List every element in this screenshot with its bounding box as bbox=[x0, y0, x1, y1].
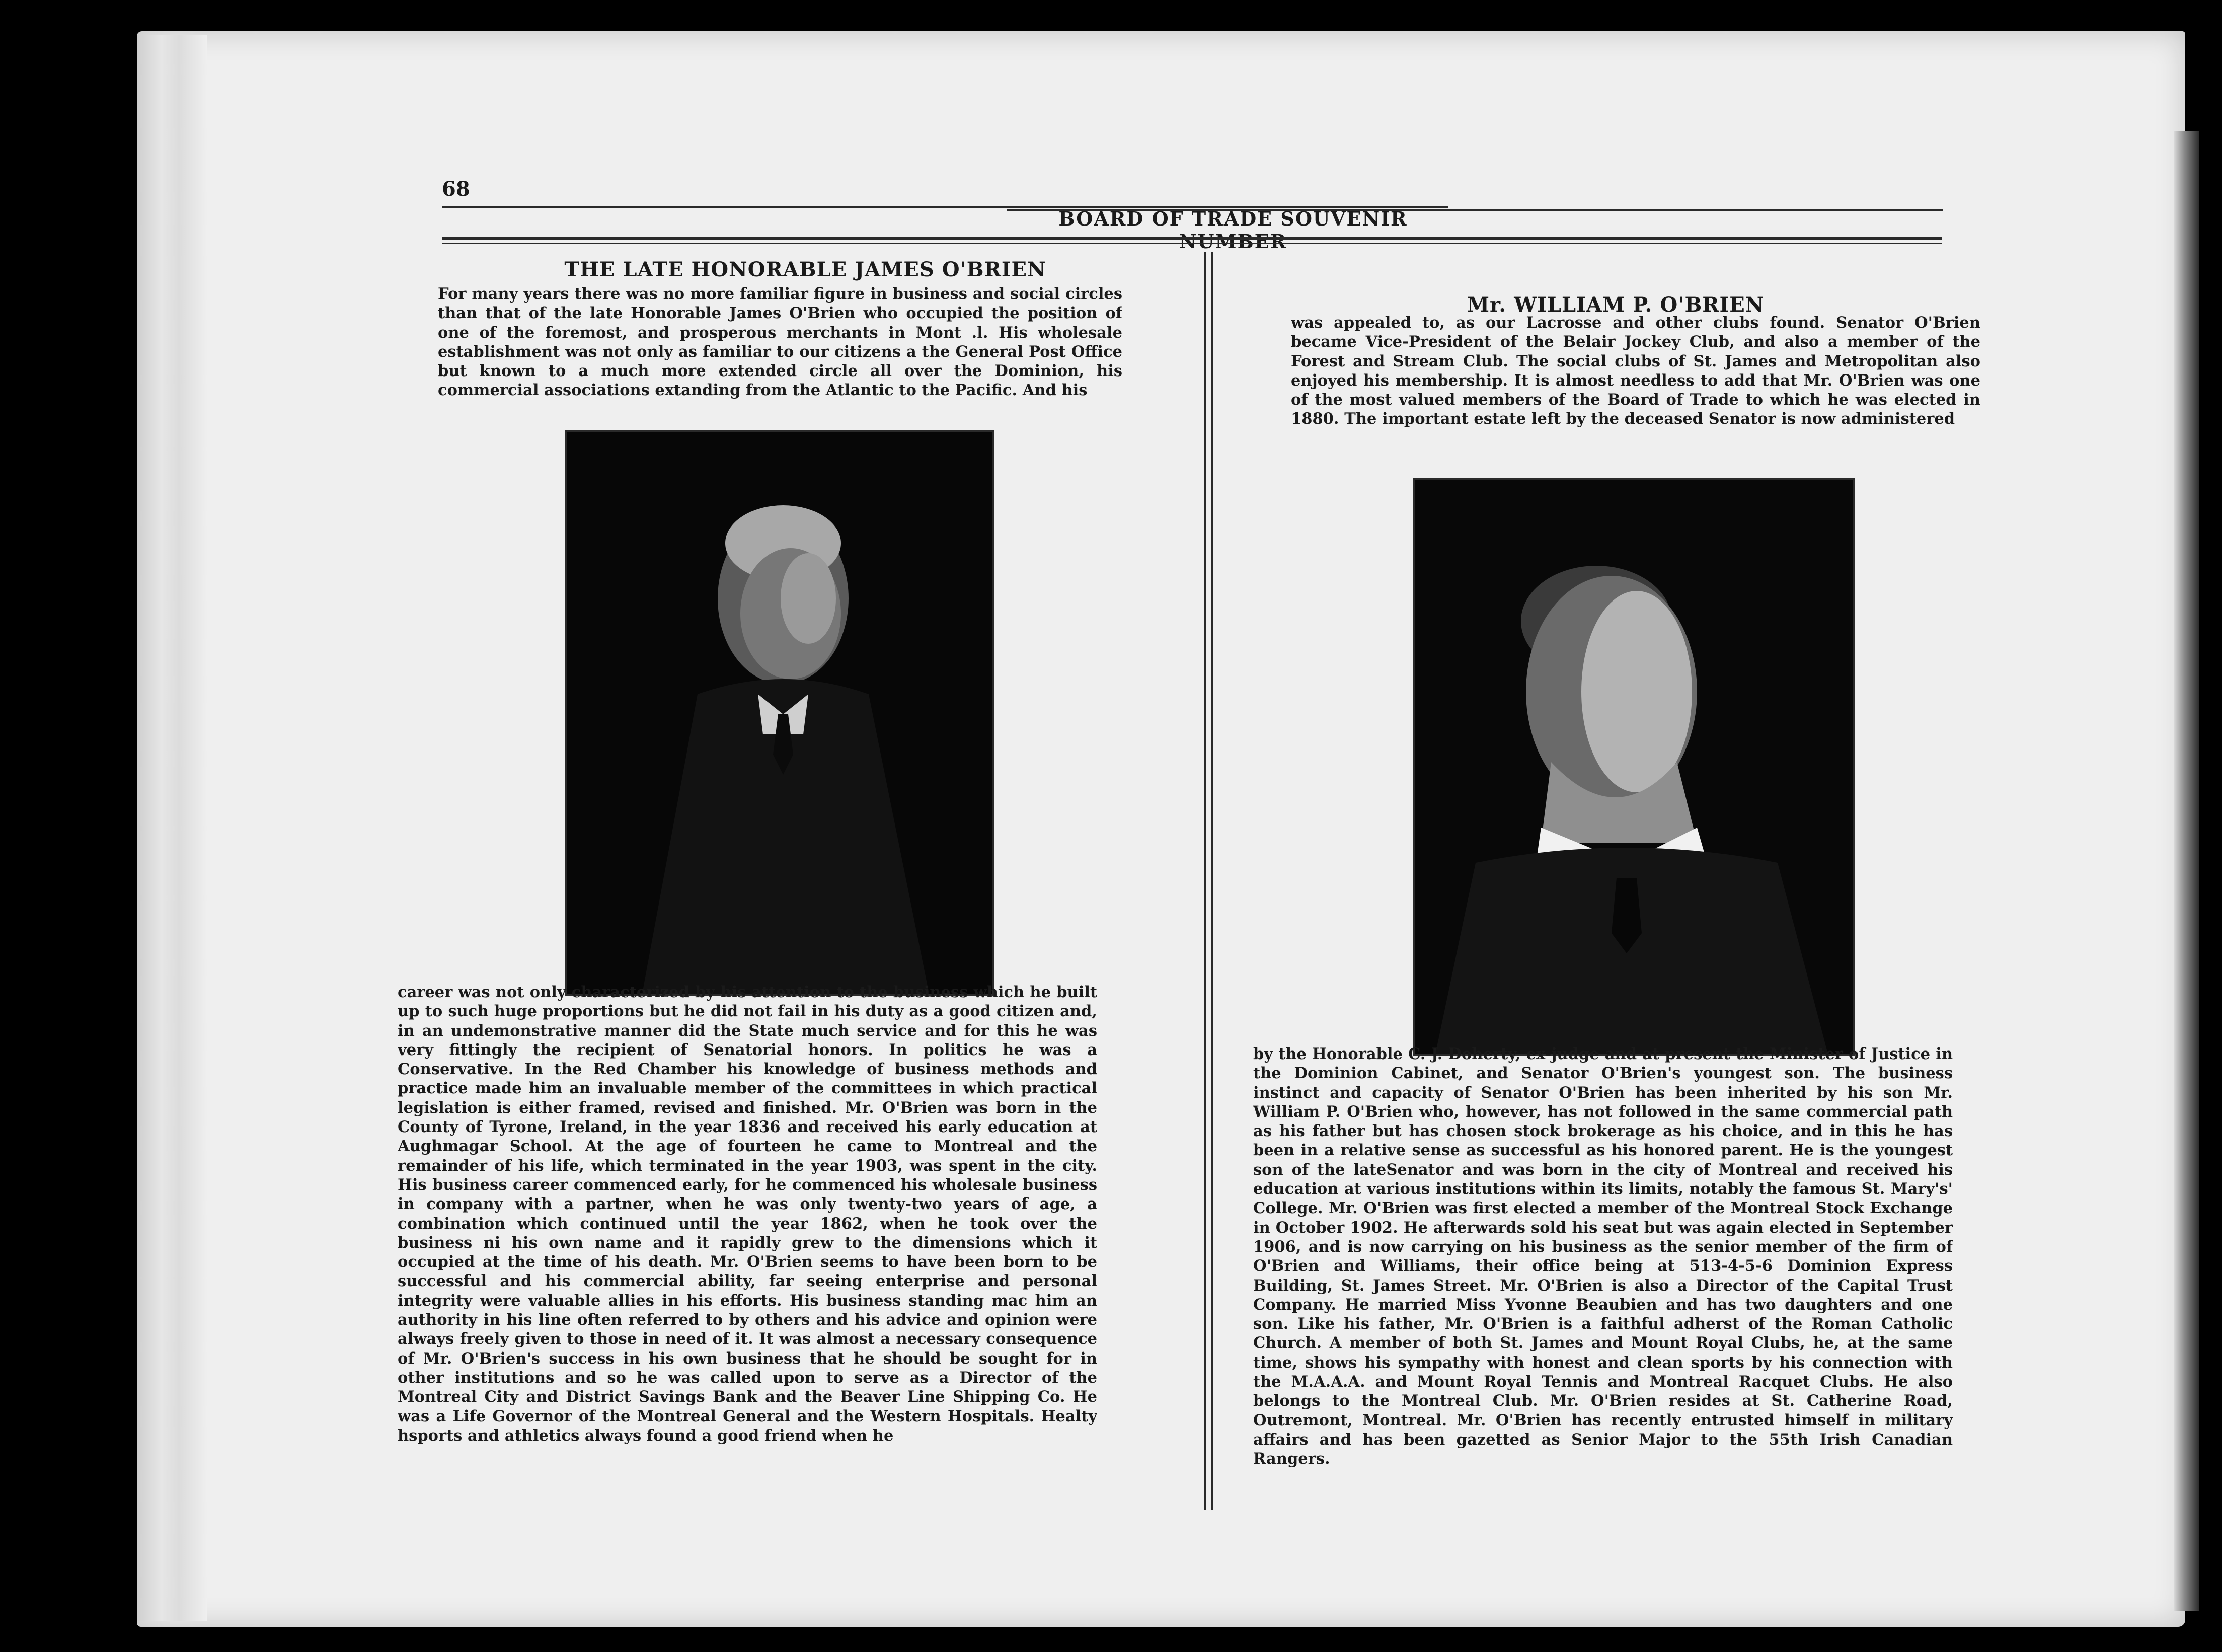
portrait-image bbox=[567, 432, 992, 994]
right-article-continuation: by the Honorable C. J. Doherty, ex-judge and at present the Minister of Justice in the Dominion Cabinet, and Senator O'Brien's youngest son. The business instinct and capacity of Senator O'Brien has been inherited by his son Mr. William P. O'Brien who, however, has not followed in the same commercial path as his father but has chosen stock brokerage as his choice, and in this he has been in a relative sense as successful as his honored parent. He is the youngest son of the lateSenator and was born in the city of Montreal and received his education at various institutions within its limits, notably the famous St. Mary's' College. Mr. O'Brien was first elected a member of the Montreal Stock Exchange in October 1902. He afterwards sold his seat but was again elected in September 1906, and is now carrying on his business as the senior member of the firm of O'Brien and Williams, their office being at 513-4-5-6 Dominion Express Building, St. James Street. Mr. O'Brien is also a Director of the Capital Trust Company. He married Miss Yvonne Beaubien and has two daughters and one son. Like his father, Mr. O'Brien is a faithful adherst of the Roman Catholic Church. A member of both St. James and Mount Royal Clubs, he, at the same time, shows his sympathy with honest and clean sports by his connection with the M.A.A.A. and Mount Royal Tennis and Montreal Racquet Clubs. He also belongs to the Montreal Club. Mr. O'Brien resides at St. Catherine Road, Outremont, Montreal. Mr. O'Brien has recently entrusted himself in military affairs and has been gazetted as Senior Major to the 55th Irish Canadian Rangers. bbox=[1253, 1045, 1953, 1468]
william-obrien-portrait bbox=[1413, 478, 1855, 1056]
right-article-title: Mr. WILLIAM P. O'BRIEN bbox=[1467, 293, 1765, 317]
header-rule-lower-thin bbox=[442, 243, 1942, 244]
page-edge bbox=[2174, 131, 2199, 1611]
page-number: 68 bbox=[442, 177, 470, 201]
running-head: BOARD OF TRADE SOUVENIR NUMBER bbox=[1058, 207, 1408, 253]
right-article-intro: was appealed to, as our Lacrosse and other clubs found. Senator O'Brien became Vice-President of the Belair Jockey Club, and also a member of the Forest and Stream Club. The social clubs of St. James and Metropolitan also enjoyed his membership. It is almost needless to add that Mr. O'Brien was one of the most valued members of the Board of Trade to which he was elected in 1880. The important estate left by the deceased Senator is now administered bbox=[1291, 314, 1980, 428]
left-article-continuation: career was not only characterized by his attention to the business which he built up to such huge proportions but he did not fail in his duty as a good citizen and, in an undemonstrative manner did the State much service and for this he was very fittingly the recipient of Senatorial honors. In politics he was a Conservative. In the Red Chamber his knowledge of business methods and practice made him an invaluable member of the committees in which practical legislation is either framed, revised and finished. Mr. O'Brien was born in the County of Tyrone, Ireland, in the year 1836 and received his early education at Aughmagar School. At the age of fourteen he came to Montreal and the remainder of his life, which terminated in the year 1903, was spent in the city. His business career commenced early, for he commenced his wholesale business in company with a partner, when he was only twenty-two years of age, a combination which continued until the year 1862, when he took over the business ni his own name and it rapidly grew to the dimensions which it occupied at the time of his death. Mr. O'Brien seems to have been born to be successful and his commercial ability, far seeing enterprise and personal integrity were valuable allies in his efforts. His business standing mac him an authority in his line often referred to by others and his advice and opinion were always freely given to those in need of it. It was almost a necessary consequence of Mr. O'Brien's success in his own business that he should be sought for in other institutions and so he was called upon to serve as a Director of the Montreal City and District Savings Bank and the Beaver Line Shipping Co. He was a Life Governor of the Montreal General and the Western Hospitals. Healty hsports and athletics always found a good friend when he bbox=[398, 983, 1097, 1445]
james-obrien-portrait bbox=[565, 430, 994, 996]
column-divider bbox=[1204, 252, 1213, 1510]
left-article-intro: For many years there was no more familiar figure in business and social circles than that of the late Honorable James O'Brien who occupied the position of one of the foremost, and prosperous merchants in Mont .l. His wholesale establishment was not only as familiar to our citizens a the General Post Office but known to a much more extended circle all over the Dominion, his commercial associations extanding from the Atlantic to the Pacific. And his bbox=[438, 285, 1122, 400]
portrait-image bbox=[1415, 480, 1853, 1054]
page-gutter bbox=[137, 35, 207, 1621]
left-article-title: THE LATE HONORABLE JAMES O'BRIEN bbox=[564, 258, 1046, 281]
header-rule-lower bbox=[442, 237, 1942, 240]
